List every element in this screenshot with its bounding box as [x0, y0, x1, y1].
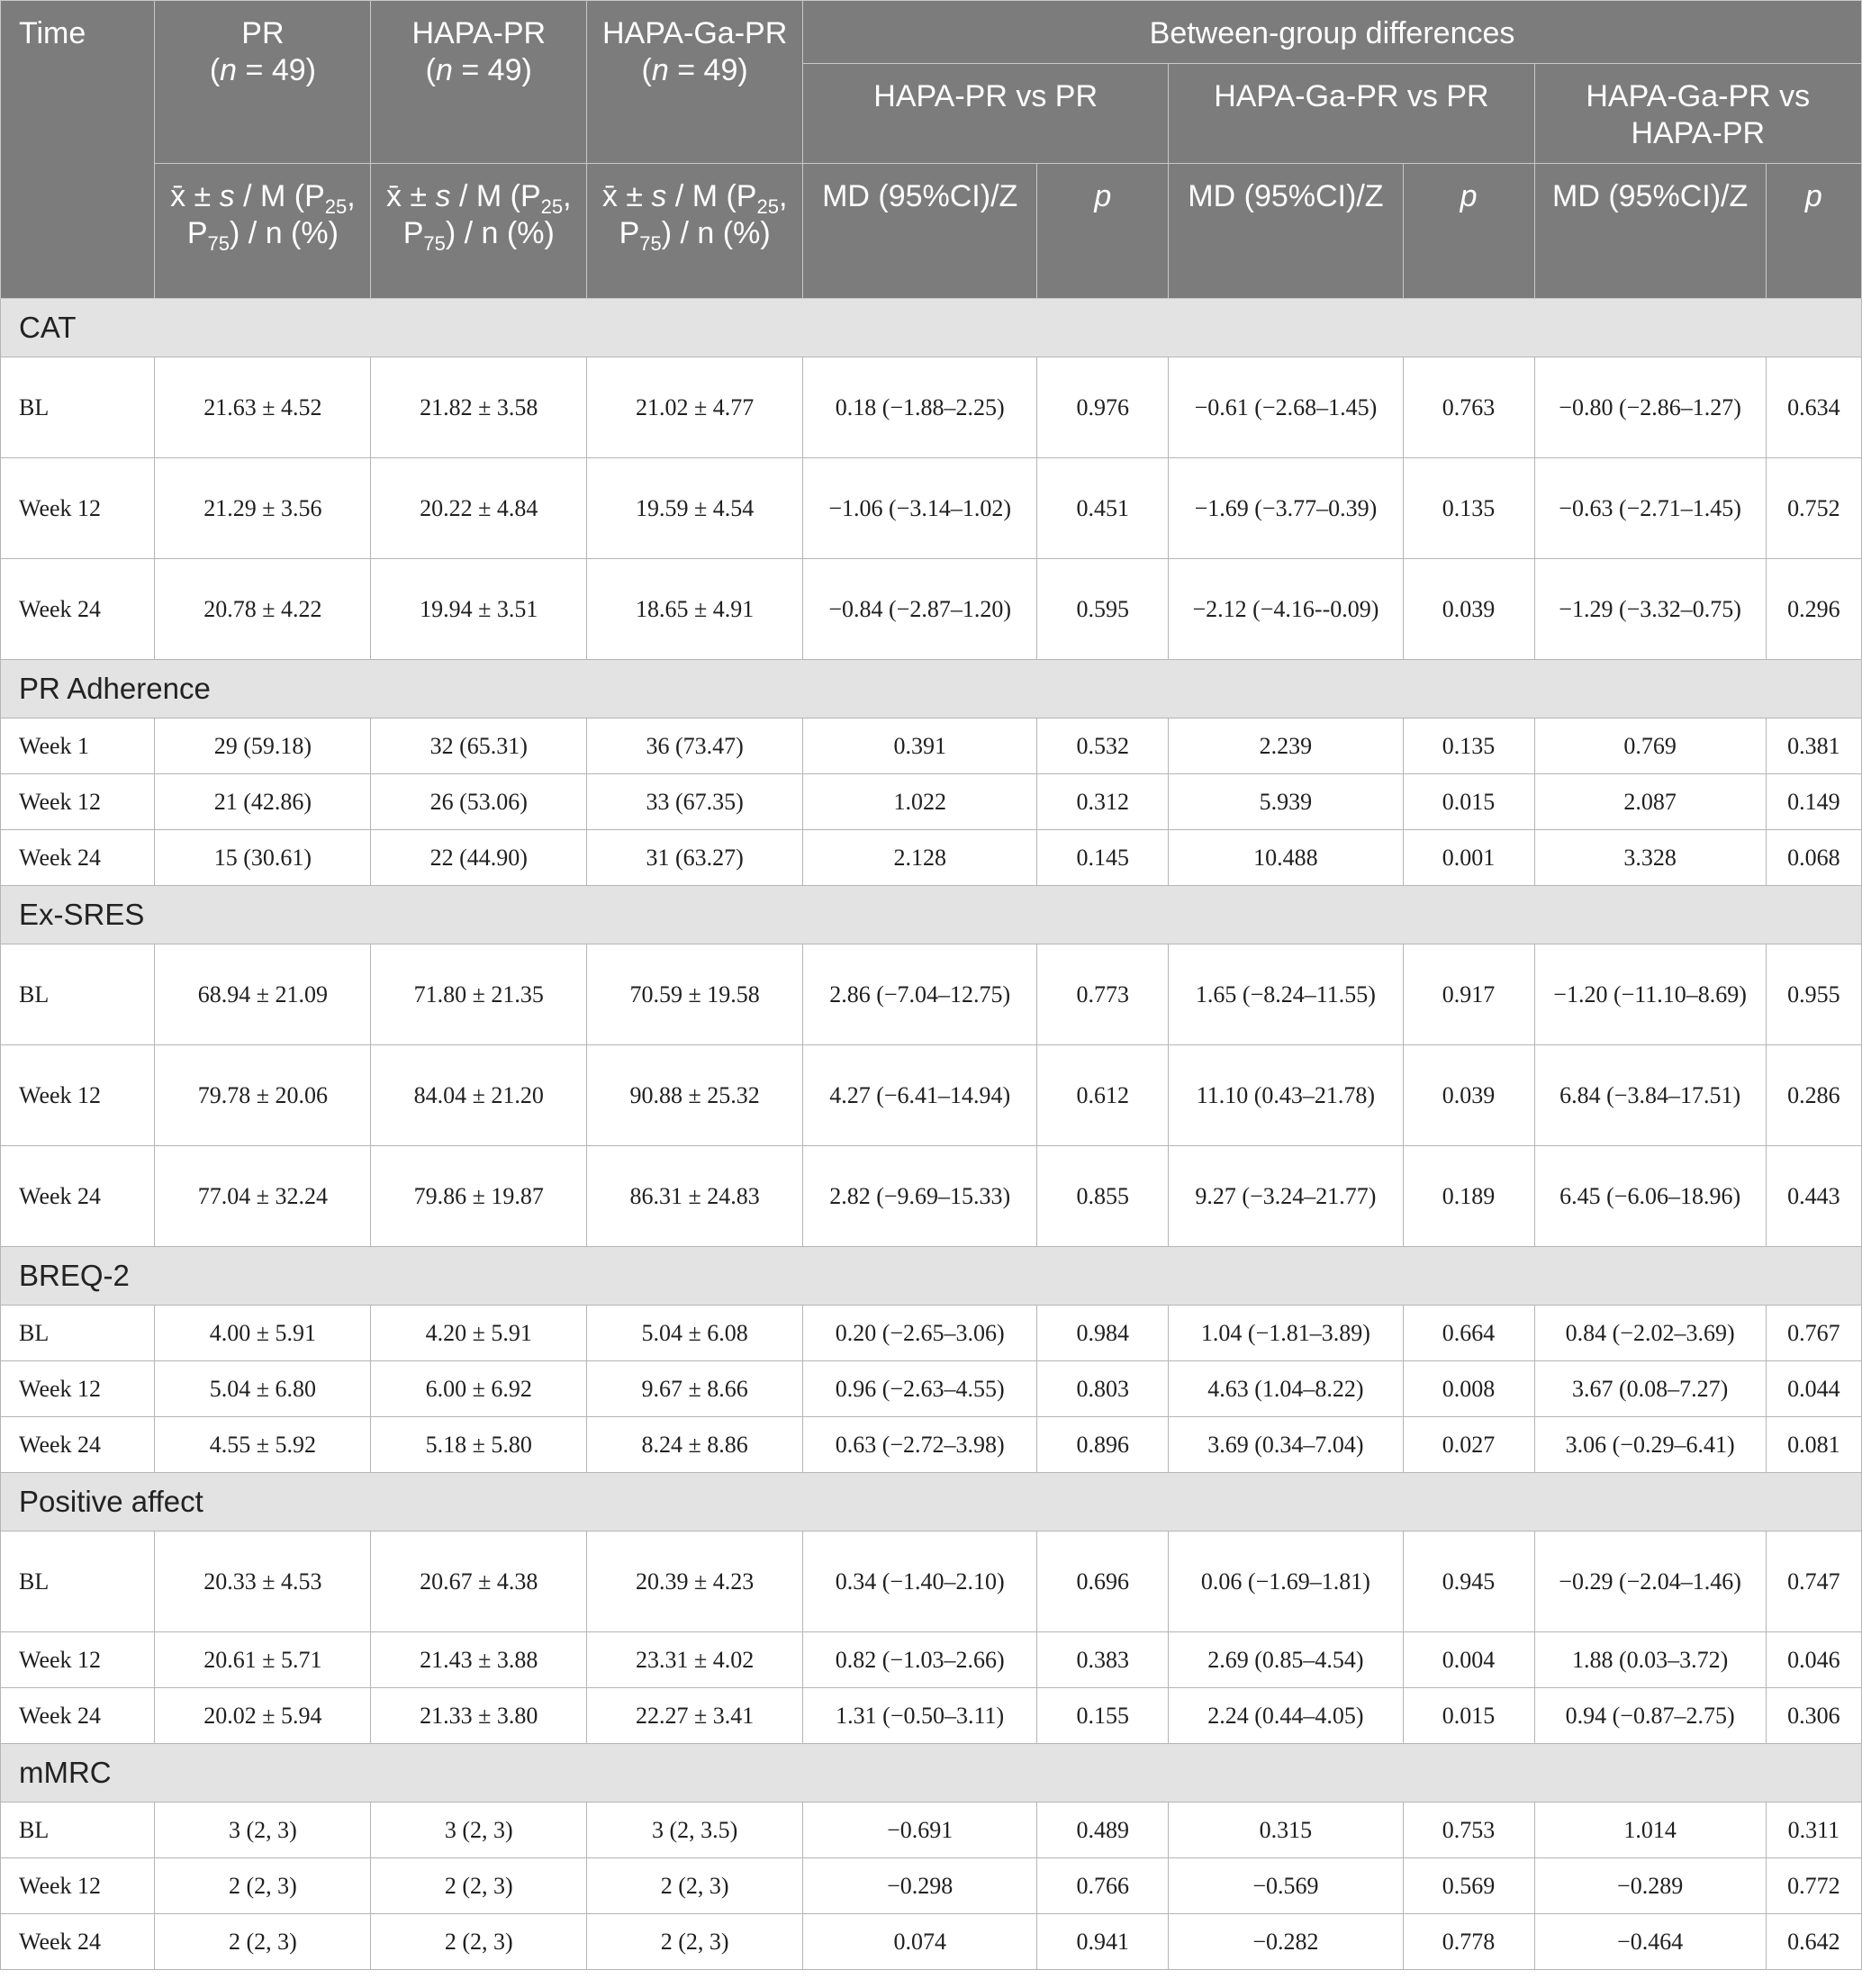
- time-cell: BL: [1, 944, 155, 1045]
- p-header: p: [1037, 164, 1169, 299]
- group-header-hapa-pr: HAPA-PR (n = 49): [371, 1, 587, 164]
- time-cell: Week 24: [1, 559, 155, 660]
- table-row: [1, 1146, 1862, 1247]
- md-hapa-pr-vs-pr: 1.31 (−0.50–3.11): [803, 1688, 1037, 1744]
- table-row: [1, 1532, 1862, 1632]
- time-header: Time: [1, 1, 155, 299]
- section-row: [1, 886, 1862, 944]
- p-hapa-pr-vs-pr: 0.766: [1037, 1858, 1169, 1914]
- md-hapa-ga-pr-vs-pr: 2.69 (0.85–4.54): [1169, 1632, 1403, 1688]
- section-title: Ex-SRES: [1, 886, 1862, 944]
- time-cell: Week 24: [1, 1146, 155, 1247]
- p-hapa-ga-pr-vs-hapa-pr: 0.081: [1766, 1417, 1861, 1473]
- p-hapa-pr-vs-pr: 0.451: [1037, 458, 1169, 559]
- md-hapa-ga-pr-vs-pr: 1.65 (−8.24–11.55): [1169, 944, 1403, 1045]
- pr-value: 68.94 ± 21.09: [155, 944, 371, 1045]
- md-hapa-pr-vs-pr: 2.86 (−7.04–12.75): [803, 944, 1037, 1045]
- hapa-pr-value: 21.33 ± 3.80: [371, 1688, 587, 1744]
- hapa-pr-value: 4.20 ± 5.91: [371, 1306, 587, 1361]
- md-header: MD (95%CI)/Z: [803, 164, 1037, 299]
- md-hapa-pr-vs-pr: −0.691: [803, 1803, 1037, 1858]
- md-hapa-ga-pr-vs-hapa-pr: −1.29 (−3.32–0.75): [1534, 559, 1766, 660]
- md-hapa-pr-vs-pr: 0.18 (−1.88–2.25): [803, 357, 1037, 458]
- p-hapa-ga-pr-vs-hapa-pr: 0.311: [1766, 1803, 1861, 1858]
- hapa-pr-value: 26 (53.06): [371, 774, 587, 830]
- table-row: [1, 1361, 1862, 1417]
- hapa-pr-value: 22 (44.90): [371, 830, 587, 886]
- table-row: [1, 357, 1862, 458]
- section-row: [1, 1247, 1862, 1306]
- pr-value: 29 (59.18): [155, 718, 371, 774]
- md-hapa-pr-vs-pr: 0.96 (−2.63–4.55): [803, 1361, 1037, 1417]
- pr-value: 20.33 ± 4.53: [155, 1532, 371, 1632]
- table-row: [1, 559, 1862, 660]
- p-hapa-ga-pr-vs-hapa-pr: 0.286: [1766, 1045, 1861, 1146]
- section-title: Positive affect: [1, 1473, 1862, 1532]
- p-hapa-ga-pr-vs-hapa-pr: 0.306: [1766, 1688, 1861, 1744]
- table-row: [1, 1803, 1862, 1858]
- p-hapa-ga-pr-vs-pr: 0.778: [1403, 1914, 1534, 1970]
- md-hapa-ga-pr-vs-pr: −0.61 (−2.68–1.45): [1169, 357, 1403, 458]
- p-hapa-pr-vs-pr: 0.595: [1037, 559, 1169, 660]
- pr-value: 20.02 ± 5.94: [155, 1688, 371, 1744]
- p-hapa-ga-pr-vs-hapa-pr: 0.772: [1766, 1858, 1861, 1914]
- section-title: CAT: [1, 299, 1862, 357]
- table-row: [1, 1858, 1862, 1914]
- p-hapa-ga-pr-vs-hapa-pr: 0.296: [1766, 559, 1861, 660]
- md-header: MD (95%CI)/Z: [1169, 164, 1403, 299]
- hapa-pr-value: 20.67 ± 4.38: [371, 1532, 587, 1632]
- p-hapa-ga-pr-vs-pr: 0.004: [1403, 1632, 1534, 1688]
- hapa-pr-value: 79.86 ± 19.87: [371, 1146, 587, 1247]
- p-hapa-pr-vs-pr: 0.155: [1037, 1688, 1169, 1744]
- hapa-ga-pr-value: 22.27 ± 3.41: [587, 1688, 803, 1744]
- comparison-header-2: HAPA-Ga-PR vs PR: [1169, 64, 1534, 164]
- pr-value: 21.63 ± 4.52: [155, 357, 371, 458]
- p-hapa-ga-pr-vs-pr: 0.569: [1403, 1858, 1534, 1914]
- time-cell: Week 12: [1, 1045, 155, 1146]
- table-row: [1, 944, 1862, 1045]
- hapa-ga-pr-value: 23.31 ± 4.02: [587, 1632, 803, 1688]
- comparison-header-1: HAPA-PR vs PR: [803, 64, 1169, 164]
- hapa-ga-pr-value: 90.88 ± 25.32: [587, 1045, 803, 1146]
- md-hapa-pr-vs-pr: 1.022: [803, 774, 1037, 830]
- hapa-pr-value: 21.82 ± 3.58: [371, 357, 587, 458]
- pr-value: 20.61 ± 5.71: [155, 1632, 371, 1688]
- hapa-pr-value: 84.04 ± 21.20: [371, 1045, 587, 1146]
- hapa-pr-value: 5.18 ± 5.80: [371, 1417, 587, 1473]
- table-row: [1, 1632, 1862, 1688]
- p-hapa-ga-pr-vs-pr: 0.664: [1403, 1306, 1534, 1361]
- p-hapa-ga-pr-vs-hapa-pr: 0.068: [1766, 830, 1861, 886]
- p-hapa-ga-pr-vs-pr: 0.027: [1403, 1417, 1534, 1473]
- time-cell: Week 12: [1, 1858, 155, 1914]
- md-hapa-ga-pr-vs-pr: 3.69 (0.34–7.04): [1169, 1417, 1403, 1473]
- hapa-pr-value: 21.43 ± 3.88: [371, 1632, 587, 1688]
- p-hapa-pr-vs-pr: 0.532: [1037, 718, 1169, 774]
- p-hapa-pr-vs-pr: 0.312: [1037, 774, 1169, 830]
- p-hapa-pr-vs-pr: 0.803: [1037, 1361, 1169, 1417]
- time-cell: Week 12: [1, 774, 155, 830]
- p-hapa-ga-pr-vs-hapa-pr: 0.044: [1766, 1361, 1861, 1417]
- md-hapa-ga-pr-vs-hapa-pr: 0.769: [1534, 718, 1766, 774]
- p-hapa-ga-pr-vs-pr: 0.135: [1403, 458, 1534, 559]
- time-cell: Week 24: [1, 1417, 155, 1473]
- md-hapa-ga-pr-vs-hapa-pr: 3.328: [1534, 830, 1766, 886]
- md-hapa-ga-pr-vs-hapa-pr: 6.45 (−6.06–18.96): [1534, 1146, 1766, 1247]
- pr-value: 15 (30.61): [155, 830, 371, 886]
- md-hapa-ga-pr-vs-hapa-pr: 2.087: [1534, 774, 1766, 830]
- group-header-hapa-ga-pr: HAPA-Ga-PR (n = 49): [587, 1, 803, 164]
- p-hapa-ga-pr-vs-hapa-pr: 0.747: [1766, 1532, 1861, 1632]
- table-row: [1, 1914, 1862, 1970]
- md-hapa-ga-pr-vs-pr: −0.282: [1169, 1914, 1403, 1970]
- time-cell: Week 12: [1, 1632, 155, 1688]
- section-row: [1, 1473, 1862, 1532]
- hapa-ga-pr-value: 21.02 ± 4.77: [587, 357, 803, 458]
- md-hapa-ga-pr-vs-hapa-pr: −0.289: [1534, 1858, 1766, 1914]
- pr-value: 77.04 ± 32.24: [155, 1146, 371, 1247]
- md-hapa-pr-vs-pr: −0.298: [803, 1858, 1037, 1914]
- hapa-ga-pr-value: 20.39 ± 4.23: [587, 1532, 803, 1632]
- p-hapa-ga-pr-vs-hapa-pr: 0.642: [1766, 1914, 1861, 1970]
- time-cell: Week 24: [1, 1914, 155, 1970]
- p-hapa-ga-pr-vs-hapa-pr: 0.149: [1766, 774, 1861, 830]
- hapa-ga-pr-value: 2 (2, 3): [587, 1858, 803, 1914]
- pr-value: 21 (42.86): [155, 774, 371, 830]
- hapa-ga-pr-value: 3 (2, 3.5): [587, 1803, 803, 1858]
- p-hapa-pr-vs-pr: 0.383: [1037, 1632, 1169, 1688]
- time-cell: Week 24: [1, 830, 155, 886]
- time-cell: BL: [1, 1306, 155, 1361]
- md-hapa-pr-vs-pr: 2.82 (−9.69–15.33): [803, 1146, 1037, 1247]
- hapa-ga-pr-value: 31 (63.27): [587, 830, 803, 886]
- md-hapa-pr-vs-pr: 0.63 (−2.72–3.98): [803, 1417, 1037, 1473]
- pr-value: 3 (2, 3): [155, 1803, 371, 1858]
- hapa-ga-pr-value: 19.59 ± 4.54: [587, 458, 803, 559]
- table-row: [1, 718, 1862, 774]
- p-hapa-pr-vs-pr: 0.941: [1037, 1914, 1169, 1970]
- md-hapa-ga-pr-vs-hapa-pr: −1.20 (−11.10–8.69): [1534, 944, 1766, 1045]
- hapa-ga-pr-value: 8.24 ± 8.86: [587, 1417, 803, 1473]
- p-hapa-pr-vs-pr: 0.984: [1037, 1306, 1169, 1361]
- time-cell: BL: [1, 1532, 155, 1632]
- p-hapa-ga-pr-vs-pr: 0.189: [1403, 1146, 1534, 1247]
- pr-value: 21.29 ± 3.56: [155, 458, 371, 559]
- p-hapa-ga-pr-vs-hapa-pr: 0.046: [1766, 1632, 1861, 1688]
- pr-value: 4.00 ± 5.91: [155, 1306, 371, 1361]
- hapa-ga-pr-value: 70.59 ± 19.58: [587, 944, 803, 1045]
- md-hapa-ga-pr-vs-pr: 9.27 (−3.24–21.77): [1169, 1146, 1403, 1247]
- p-header: p: [1766, 164, 1861, 299]
- p-hapa-ga-pr-vs-hapa-pr: 0.752: [1766, 458, 1861, 559]
- p-header: p: [1403, 164, 1534, 299]
- p-hapa-pr-vs-pr: 0.896: [1037, 1417, 1169, 1473]
- time-cell: Week 24: [1, 1688, 155, 1744]
- md-hapa-ga-pr-vs-hapa-pr: 3.06 (−0.29–6.41): [1534, 1417, 1766, 1473]
- p-hapa-ga-pr-vs-pr: 0.039: [1403, 1045, 1534, 1146]
- md-hapa-ga-pr-vs-hapa-pr: −0.80 (−2.86–1.27): [1534, 357, 1766, 458]
- table-body: [1, 299, 1862, 1970]
- table-row: [1, 458, 1862, 559]
- comparison-header-3: HAPA-Ga-PR vs HAPA-PR: [1534, 64, 1861, 164]
- p-hapa-pr-vs-pr: 0.696: [1037, 1532, 1169, 1632]
- table-row: [1, 1688, 1862, 1744]
- md-hapa-pr-vs-pr: 0.074: [803, 1914, 1037, 1970]
- p-hapa-pr-vs-pr: 0.976: [1037, 357, 1169, 458]
- hapa-ga-pr-value: 5.04 ± 6.08: [587, 1306, 803, 1361]
- p-hapa-ga-pr-vs-pr: 0.753: [1403, 1803, 1534, 1858]
- md-hapa-ga-pr-vs-pr: 5.939: [1169, 774, 1403, 830]
- md-hapa-ga-pr-vs-pr: 2.24 (0.44–4.05): [1169, 1688, 1403, 1744]
- pr-value: 79.78 ± 20.06: [155, 1045, 371, 1146]
- pr-value: 5.04 ± 6.80: [155, 1361, 371, 1417]
- md-hapa-pr-vs-pr: 0.82 (−1.03–2.66): [803, 1632, 1037, 1688]
- time-cell: Week 12: [1, 458, 155, 559]
- p-hapa-pr-vs-pr: 0.612: [1037, 1045, 1169, 1146]
- md-hapa-ga-pr-vs-hapa-pr: −0.29 (−2.04–1.46): [1534, 1532, 1766, 1632]
- p-hapa-pr-vs-pr: 0.855: [1037, 1146, 1169, 1247]
- md-hapa-ga-pr-vs-pr: 0.06 (−1.69–1.81): [1169, 1532, 1403, 1632]
- md-hapa-ga-pr-vs-pr: 10.488: [1169, 830, 1403, 886]
- p-hapa-ga-pr-vs-pr: 0.008: [1403, 1361, 1534, 1417]
- p-hapa-ga-pr-vs-pr: 0.015: [1403, 774, 1534, 830]
- table-row: [1, 1417, 1862, 1473]
- md-hapa-pr-vs-pr: 0.34 (−1.40–2.10): [803, 1532, 1037, 1632]
- p-hapa-ga-pr-vs-pr: 0.917: [1403, 944, 1534, 1045]
- md-hapa-ga-pr-vs-hapa-pr: 0.84 (−2.02–3.69): [1534, 1306, 1766, 1361]
- hapa-ga-pr-value: 18.65 ± 4.91: [587, 559, 803, 660]
- md-hapa-pr-vs-pr: −1.06 (−3.14–1.02): [803, 458, 1037, 559]
- stat-header: x̄ ± s / M ($P_{25}$, $P_{75}$) / n (%): [155, 164, 371, 299]
- p-hapa-ga-pr-vs-hapa-pr: 0.634: [1766, 357, 1861, 458]
- md-hapa-ga-pr-vs-pr: 4.63 (1.04–8.22): [1169, 1361, 1403, 1417]
- hapa-ga-pr-value: 36 (73.47): [587, 718, 803, 774]
- section-title: PR Adherence: [1, 660, 1862, 718]
- md-hapa-ga-pr-vs-hapa-pr: 1.014: [1534, 1803, 1766, 1858]
- md-hapa-pr-vs-pr: 4.27 (−6.41–14.94): [803, 1045, 1037, 1146]
- p-hapa-ga-pr-vs-pr: 0.039: [1403, 559, 1534, 660]
- md-hapa-ga-pr-vs-pr: −1.69 (−3.77–0.39): [1169, 458, 1403, 559]
- md-hapa-pr-vs-pr: −0.84 (−2.87–1.20): [803, 559, 1037, 660]
- p-hapa-ga-pr-vs-pr: 0.001: [1403, 830, 1534, 886]
- p-hapa-pr-vs-pr: 0.489: [1037, 1803, 1169, 1858]
- hapa-pr-value: 71.80 ± 21.35: [371, 944, 587, 1045]
- table-row: [1, 1045, 1862, 1146]
- md-hapa-ga-pr-vs-pr: 0.315: [1169, 1803, 1403, 1858]
- md-header: MD (95%CI)/Z: [1534, 164, 1766, 299]
- pr-value: 4.55 ± 5.92: [155, 1417, 371, 1473]
- pr-value: 2 (2, 3): [155, 1858, 371, 1914]
- group-header-pr: PR (n = 49): [155, 1, 371, 164]
- hapa-ga-pr-value: 2 (2, 3): [587, 1914, 803, 1970]
- md-hapa-ga-pr-vs-pr: 2.239: [1169, 718, 1403, 774]
- section-row: [1, 299, 1862, 357]
- p-hapa-ga-pr-vs-pr: 0.763: [1403, 357, 1534, 458]
- time-cell: Week 12: [1, 1361, 155, 1417]
- hapa-pr-value: 19.94 ± 3.51: [371, 559, 587, 660]
- hapa-ga-pr-value: 9.67 ± 8.66: [587, 1361, 803, 1417]
- hapa-pr-value: 2 (2, 3): [371, 1858, 587, 1914]
- stat-header: x̄ ± s / M ($P_{25}$, $P_{75}$) / n (%): [371, 164, 587, 299]
- hapa-pr-value: 3 (2, 3): [371, 1803, 587, 1858]
- section-row: [1, 1744, 1862, 1803]
- section-title: BREQ-2: [1, 1247, 1862, 1306]
- hapa-ga-pr-value: 33 (67.35): [587, 774, 803, 830]
- between-group-header: Between-group differences: [803, 1, 1862, 64]
- md-hapa-ga-pr-vs-pr: 1.04 (−1.81–3.89): [1169, 1306, 1403, 1361]
- time-cell: BL: [1, 357, 155, 458]
- p-hapa-ga-pr-vs-hapa-pr: 0.381: [1766, 718, 1861, 774]
- section-row: [1, 660, 1862, 718]
- table-row: [1, 774, 1862, 830]
- md-hapa-pr-vs-pr: 2.128: [803, 830, 1037, 886]
- p-hapa-pr-vs-pr: 0.145: [1037, 830, 1169, 886]
- p-hapa-ga-pr-vs-pr: 0.945: [1403, 1532, 1534, 1632]
- p-hapa-pr-vs-pr: 0.773: [1037, 944, 1169, 1045]
- hapa-pr-value: 6.00 ± 6.92: [371, 1361, 587, 1417]
- table-header: [1, 1, 1862, 299]
- md-hapa-ga-pr-vs-pr: −0.569: [1169, 1858, 1403, 1914]
- p-hapa-ga-pr-vs-pr: 0.135: [1403, 718, 1534, 774]
- md-hapa-ga-pr-vs-hapa-pr: −0.464: [1534, 1914, 1766, 1970]
- md-hapa-ga-pr-vs-hapa-pr: 6.84 (−3.84–17.51): [1534, 1045, 1766, 1146]
- md-hapa-ga-pr-vs-hapa-pr: 1.88 (0.03–3.72): [1534, 1632, 1766, 1688]
- md-hapa-ga-pr-vs-hapa-pr: −0.63 (−2.71–1.45): [1534, 458, 1766, 559]
- md-hapa-ga-pr-vs-pr: 11.10 (0.43–21.78): [1169, 1045, 1403, 1146]
- md-hapa-pr-vs-pr: 0.391: [803, 718, 1037, 774]
- md-hapa-ga-pr-vs-pr: −2.12 (−4.16--0.09): [1169, 559, 1403, 660]
- pr-value: 20.78 ± 4.22: [155, 559, 371, 660]
- md-hapa-ga-pr-vs-hapa-pr: 3.67 (0.08–7.27): [1534, 1361, 1766, 1417]
- stat-header: x̄ ± s / M ($P_{25}$, $P_{75}$) / n (%): [587, 164, 803, 299]
- md-hapa-pr-vs-pr: 0.20 (−2.65–3.06): [803, 1306, 1037, 1361]
- time-cell: BL: [1, 1803, 155, 1858]
- table-row: [1, 830, 1862, 886]
- md-hapa-ga-pr-vs-hapa-pr: 0.94 (−0.87–2.75): [1534, 1688, 1766, 1744]
- time-cell: Week 1: [1, 718, 155, 774]
- p-hapa-ga-pr-vs-hapa-pr: 0.955: [1766, 944, 1861, 1045]
- hapa-pr-value: 32 (65.31): [371, 718, 587, 774]
- section-title: mMRC: [1, 1744, 1862, 1803]
- p-hapa-ga-pr-vs-pr: 0.015: [1403, 1688, 1534, 1744]
- hapa-pr-value: 20.22 ± 4.84: [371, 458, 587, 559]
- hapa-ga-pr-value: 86.31 ± 24.83: [587, 1146, 803, 1247]
- p-hapa-ga-pr-vs-hapa-pr: 0.767: [1766, 1306, 1861, 1361]
- table-row: [1, 1306, 1862, 1361]
- p-hapa-ga-pr-vs-hapa-pr: 0.443: [1766, 1146, 1861, 1247]
- pr-value: 2 (2, 3): [155, 1914, 371, 1970]
- hapa-pr-value: 2 (2, 3): [371, 1914, 587, 1970]
